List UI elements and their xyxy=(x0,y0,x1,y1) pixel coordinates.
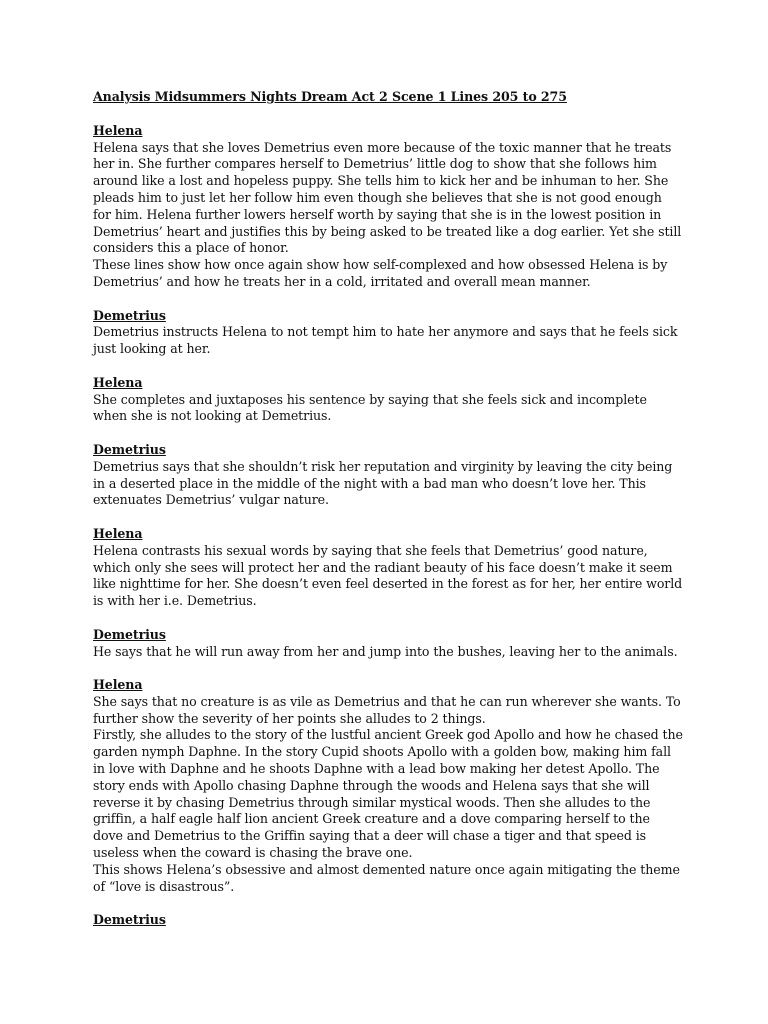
speaker-name: Helena xyxy=(93,525,143,541)
analysis-paragraph: She says that no creature is as vile as Demetrius and that he can run wherever she wants. To further show the severity of her points she alludes to 2 things. xyxy=(93,693,681,726)
speaker-name: Helena xyxy=(93,374,143,390)
speaker-name: Demetrius xyxy=(93,307,166,323)
dialogue-section-4 xyxy=(93,442,683,509)
document-page xyxy=(93,89,683,946)
speaker-name: Demetrius xyxy=(93,626,166,642)
speaker-name: Helena xyxy=(93,122,143,138)
analysis-paragraph: Demetrius instructs Helena to not tempt him to hate her anymore and says that he feels sick just looking at her. xyxy=(93,324,678,357)
speaker-name: Demetrius xyxy=(93,912,166,928)
dialogue-section-2 xyxy=(93,308,683,358)
analysis-paragraph: Firstly, she alludes to the story of the lustful ancient Greek god Apollo and how he chased the garden nymph Daphne. In the story Cupid shoots Apollo with a golden bow, making him fall in love with Daphne and he shoots Daphne with a lead bow making her detest Apollo. The story ends with Apollo chasing Daphne through the woods and Helena says that she will reverse it by chasing Demetrius through similar mystical woods. Then she alludes to the griffin, a half eagle half lion ancient Greek creature and a dove comparing herself to the dove and Demetrius to the Griffin saying that a deer will chase a tiger and that speed is useless when the coward is chasing the brave one. xyxy=(93,727,683,861)
analysis-paragraph: This shows Helena’s obsessive and almost demented nature once again mitigating the theme of “love is disastrous”. xyxy=(93,861,680,894)
analysis-paragraph: Helena contrasts his sexual words by saying that she feels that Demetrius’ good nature, which only she sees will protect her and the radiant beauty of his face doesn’t make it seem like nighttime for her. She doesn’t even feel deserted in the forest as for her, her entire world is with her i.e. Demetrius. xyxy=(93,542,683,609)
dialogue-section-1 xyxy=(93,123,683,291)
analysis-paragraph: Demetrius says that she shouldn’t risk her reputation and virginity by leaving the city being in a deserted place in the middle of the night with a bad man who doesn’t love her. This extenuates Demetrius’ vulgar nature. xyxy=(93,458,673,508)
speaker-name: Helena xyxy=(93,677,143,693)
dialogue-section-5 xyxy=(93,526,683,610)
speaker-name: Demetrius xyxy=(93,441,166,457)
dialogue-section-8 xyxy=(93,912,683,929)
dialogue-section-7 xyxy=(93,677,683,895)
analysis-paragraph: She completes and juxtaposes his sentence by saying that she feels sick and incomplete when she is not looking at Demetrius. xyxy=(93,391,647,424)
dialogue-section-6 xyxy=(93,627,683,661)
dialogue-section-3 xyxy=(93,375,683,425)
analysis-paragraph: Helena says that she loves Demetrius even more because of the toxic manner that he treats her in. She further compares herself to Demetrius’ little dog to show that she follows him around like a lost and hopeless puppy. She tells him to kick her and be inhuman to her. She pleads him to just let her follow him even though she believes that she is not good enough for him. Helena further lowers herself worth by saying that she is in the lowest position in Demetrius’ heart and justifies this by being asked to be treated like a dog earlier. Yet she still considers this a place of honor. xyxy=(93,139,682,256)
document-title: Analysis Midsummers Nights Dream Act 2 Scene 1 Lines 205 to 275 xyxy=(93,89,567,104)
analysis-paragraph: These lines show how once again show how self-complexed and how obsessed Helena is by Demetrius’ and how he treats her in a cold, irritated and overall mean manner. xyxy=(93,257,668,289)
analysis-paragraph: He says that he will run away from her and jump into the bushes, leaving her to the animals. xyxy=(93,643,678,659)
